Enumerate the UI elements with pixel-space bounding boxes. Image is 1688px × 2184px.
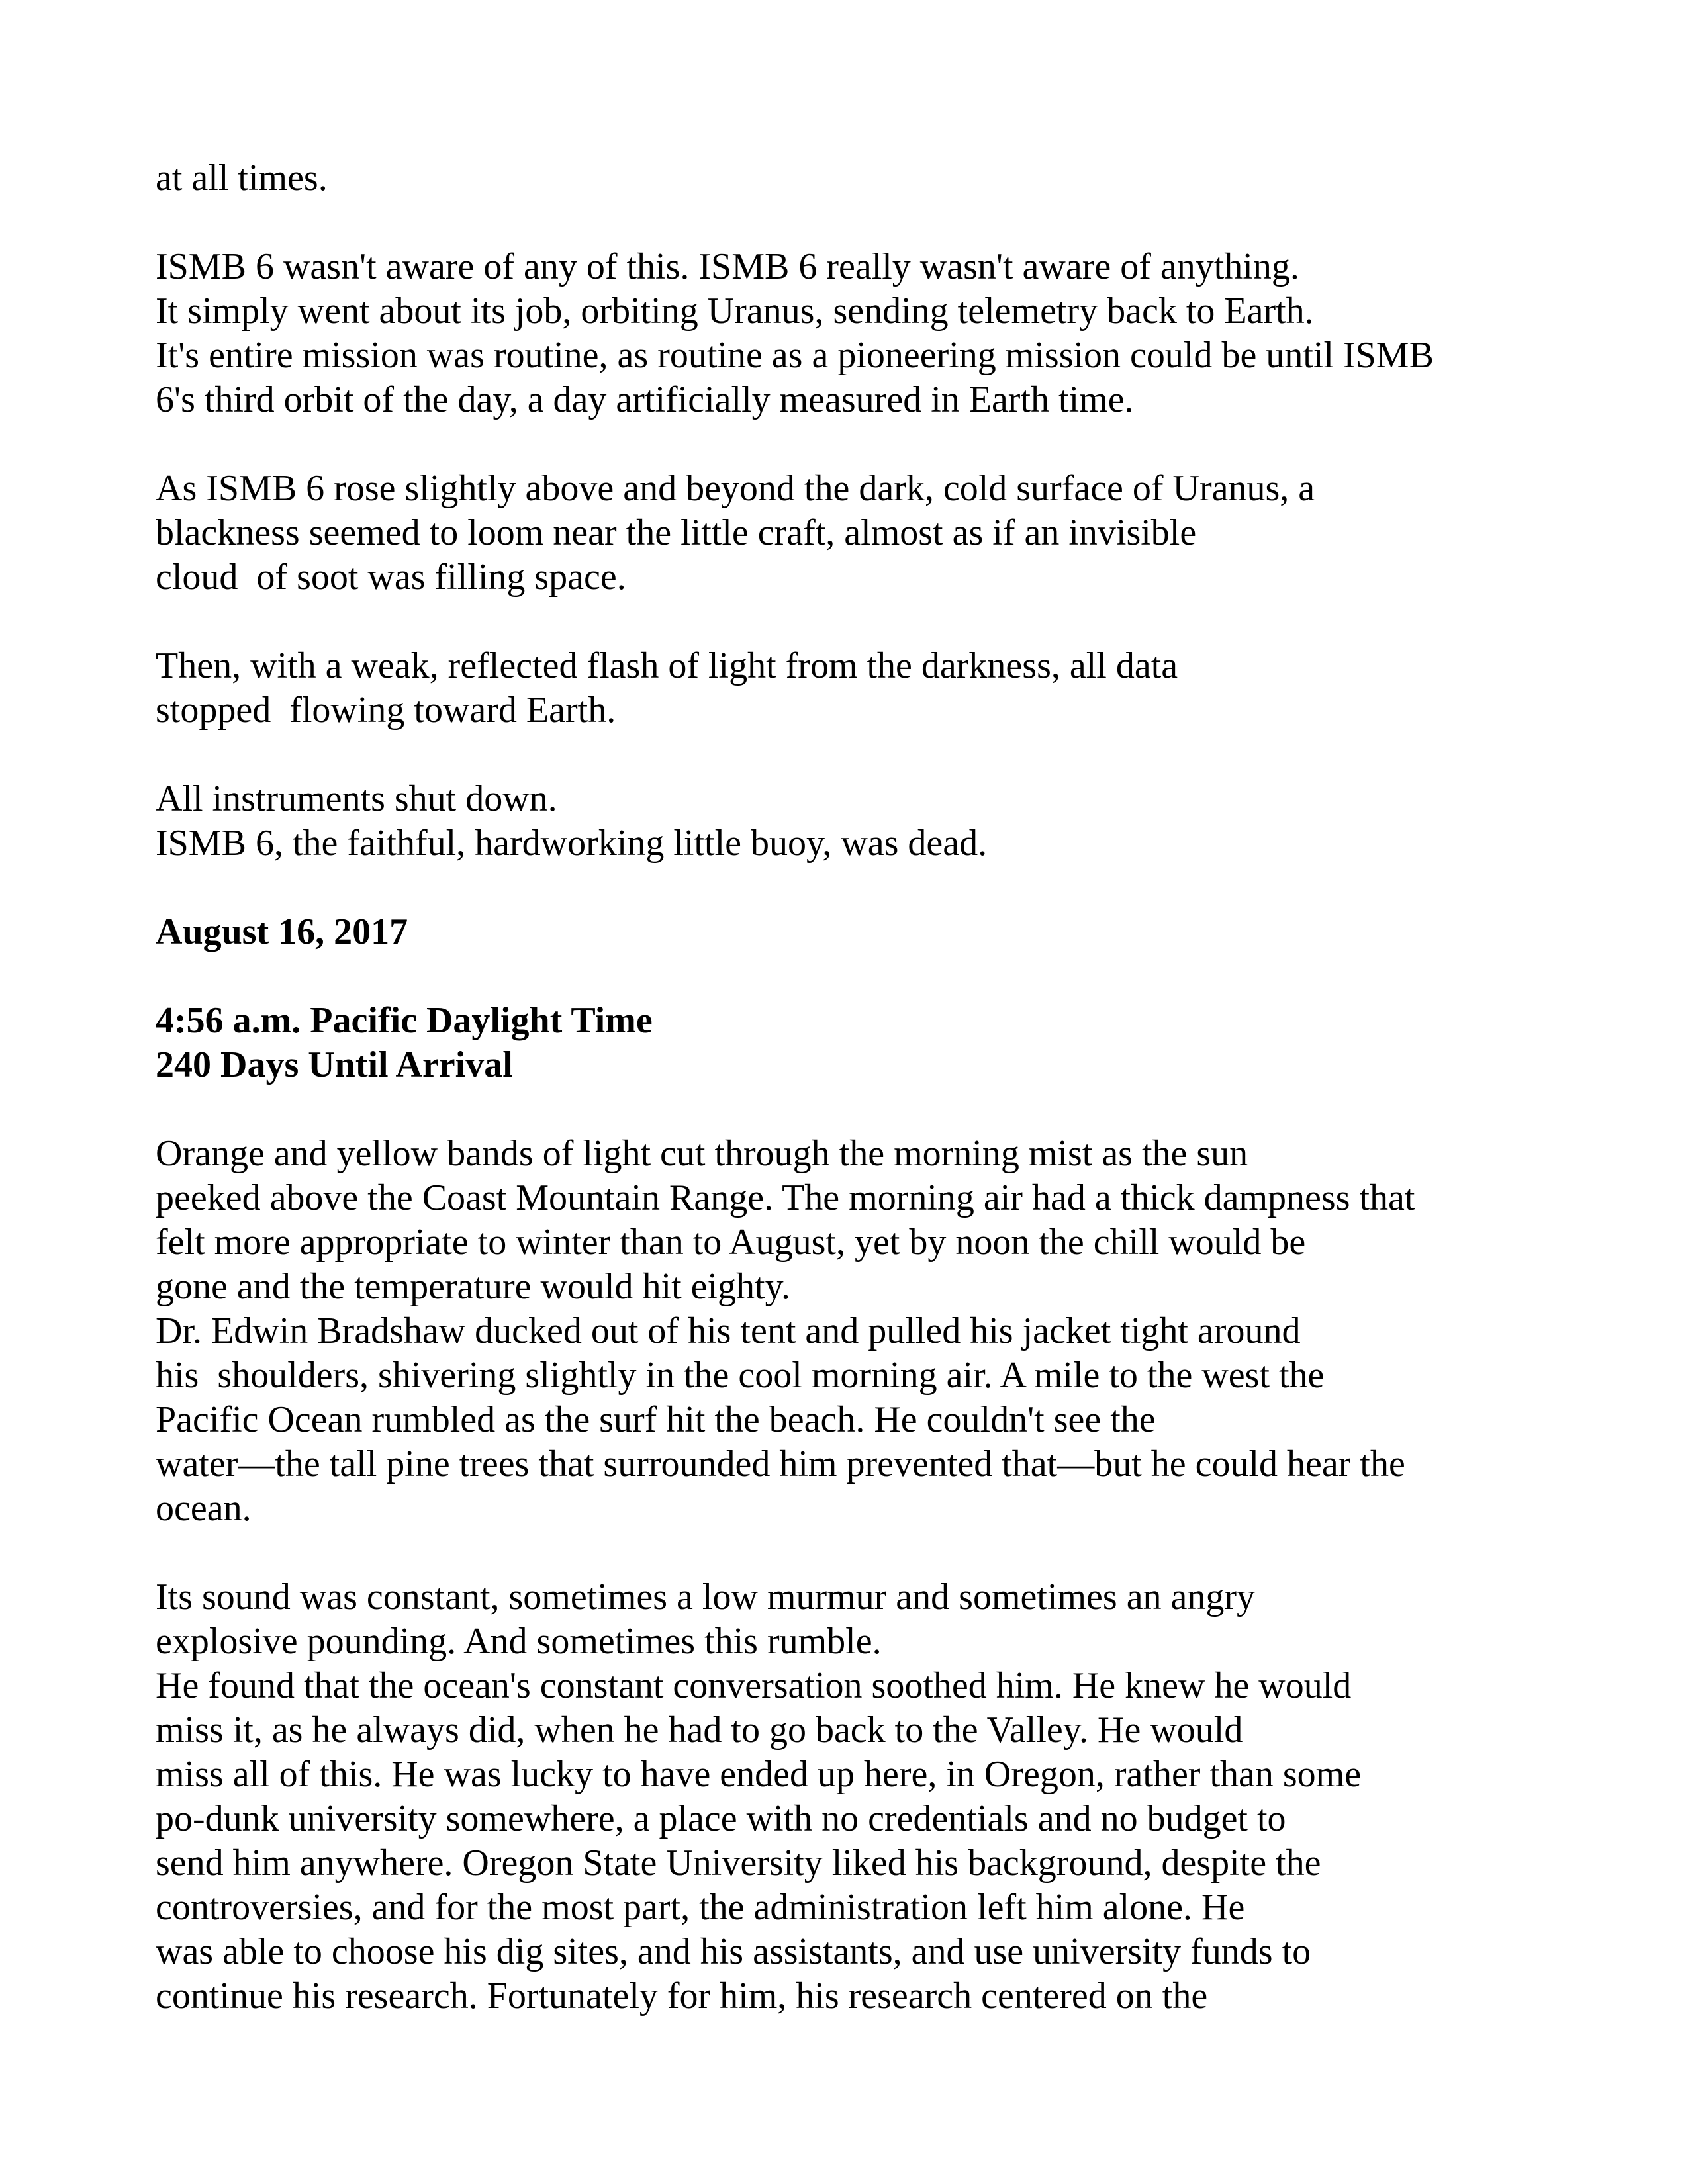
paragraph [156,777,1546,866]
text-line: felt more appropriate to winter than to August, yet by noon the chill would be [156,1222,1306,1263]
text-line: He found that the ocean's constant conversation soothed him. He knew he would [156,1665,1352,1706]
paragraph [156,467,1546,600]
paragraph [156,1132,1546,1531]
text-line: Dr. Edwin Bradshaw ducked out of his tent and pulled his jacket tight around [156,1310,1301,1351]
text-line: Orange and yellow bands of light cut through the morning mist as the sun [156,1133,1248,1174]
paragraph [156,156,1546,201]
text-line: As ISMB 6 rose slightly above and beyond the dark, cold surface of Uranus, a [156,468,1315,509]
text-line: It's entire mission was routine, as routine as a pioneering mission could be until ISMB [156,335,1434,376]
paragraph [156,1575,1546,2019]
text-line: po-dunk university somewhere, a place with no credentials and no budget to [156,1798,1286,1839]
text-line: send him anywhere. Oregon State University liked his background, despite the [156,1843,1321,1884]
text-line: explosive pounding. And sometimes this rumble. [156,1621,882,1662]
text-line: continue his research. Fortunately for him, his research centered on the [156,1976,1208,2017]
text-line: controversies, and for the most part, the administration left him alone. He [156,1887,1245,1928]
paragraph-gap [156,733,1546,777]
text-line: water—the tall pine trees that surrounded him prevented that—but he could hear the [156,1443,1405,1484]
paragraph-gap [156,201,1546,245]
text-line: blackness seemed to loom near the little craft, almost as if an invisible [156,512,1197,553]
text-line: All instruments shut down. [156,778,557,819]
heading-line: August 16, 2017 [156,911,408,952]
text-line: cloud of soot was filling space. [156,557,626,598]
paragraph-gap [156,866,1546,910]
text-line: stopped flowing toward Earth. [156,690,616,731]
text-line: peeked above the Coast Mountain Range. The morning air had a thick dampness that [156,1177,1415,1218]
section-heading [156,999,1546,1087]
text-line: miss it, as he always did, when he had to go back to the Valley. He would [156,1709,1243,1751]
heading-line: 4:56 a.m. Pacific Daylight Time [156,1000,653,1041]
text-line: Its sound was constant, sometimes a low murmur and sometimes an angry [156,1576,1256,1617]
paragraph [156,245,1546,422]
paragraph-gap [156,954,1546,999]
text-line: at all times. [156,158,328,199]
heading-line: 240 Days Until Arrival [156,1044,513,1085]
text-line: It simply went about its job, orbiting Uranus, sending telemetry back to Earth. [156,291,1314,332]
paragraph-gap [156,422,1546,467]
document-body [156,156,1546,2019]
paragraph-gap [156,600,1546,644]
paragraph [156,644,1546,733]
text-line: miss all of this. He was lucky to have ended up here, in Oregon, rather than some [156,1754,1362,1795]
text-line: ISMB 6, the faithful, hardworking little buoy, was dead. [156,823,988,864]
text-line: Pacific Ocean rumbled as the surf hit the beach. He couldn't see the [156,1399,1156,1440]
text-line: was able to choose his dig sites, and his assistants, and use university funds to [156,1931,1311,1972]
text-line: Then, with a weak, reflected flash of light from the darkness, all data [156,645,1178,686]
section-heading [156,910,1546,954]
paragraph-gap [156,1531,1546,1575]
text-line: gone and the temperature would hit eighty. [156,1266,790,1307]
text-line: 6's third orbit of the day, a day artificially measured in Earth time. [156,379,1134,420]
text-line: ISMB 6 wasn't aware of any of this. ISMB 6 really wasn't aware of anything. [156,246,1299,287]
paragraph-gap [156,1087,1546,1132]
text-line: his shoulders, shivering slightly in the cool morning air. A mile to the west the [156,1355,1325,1396]
text-line: ocean. [156,1488,252,1529]
